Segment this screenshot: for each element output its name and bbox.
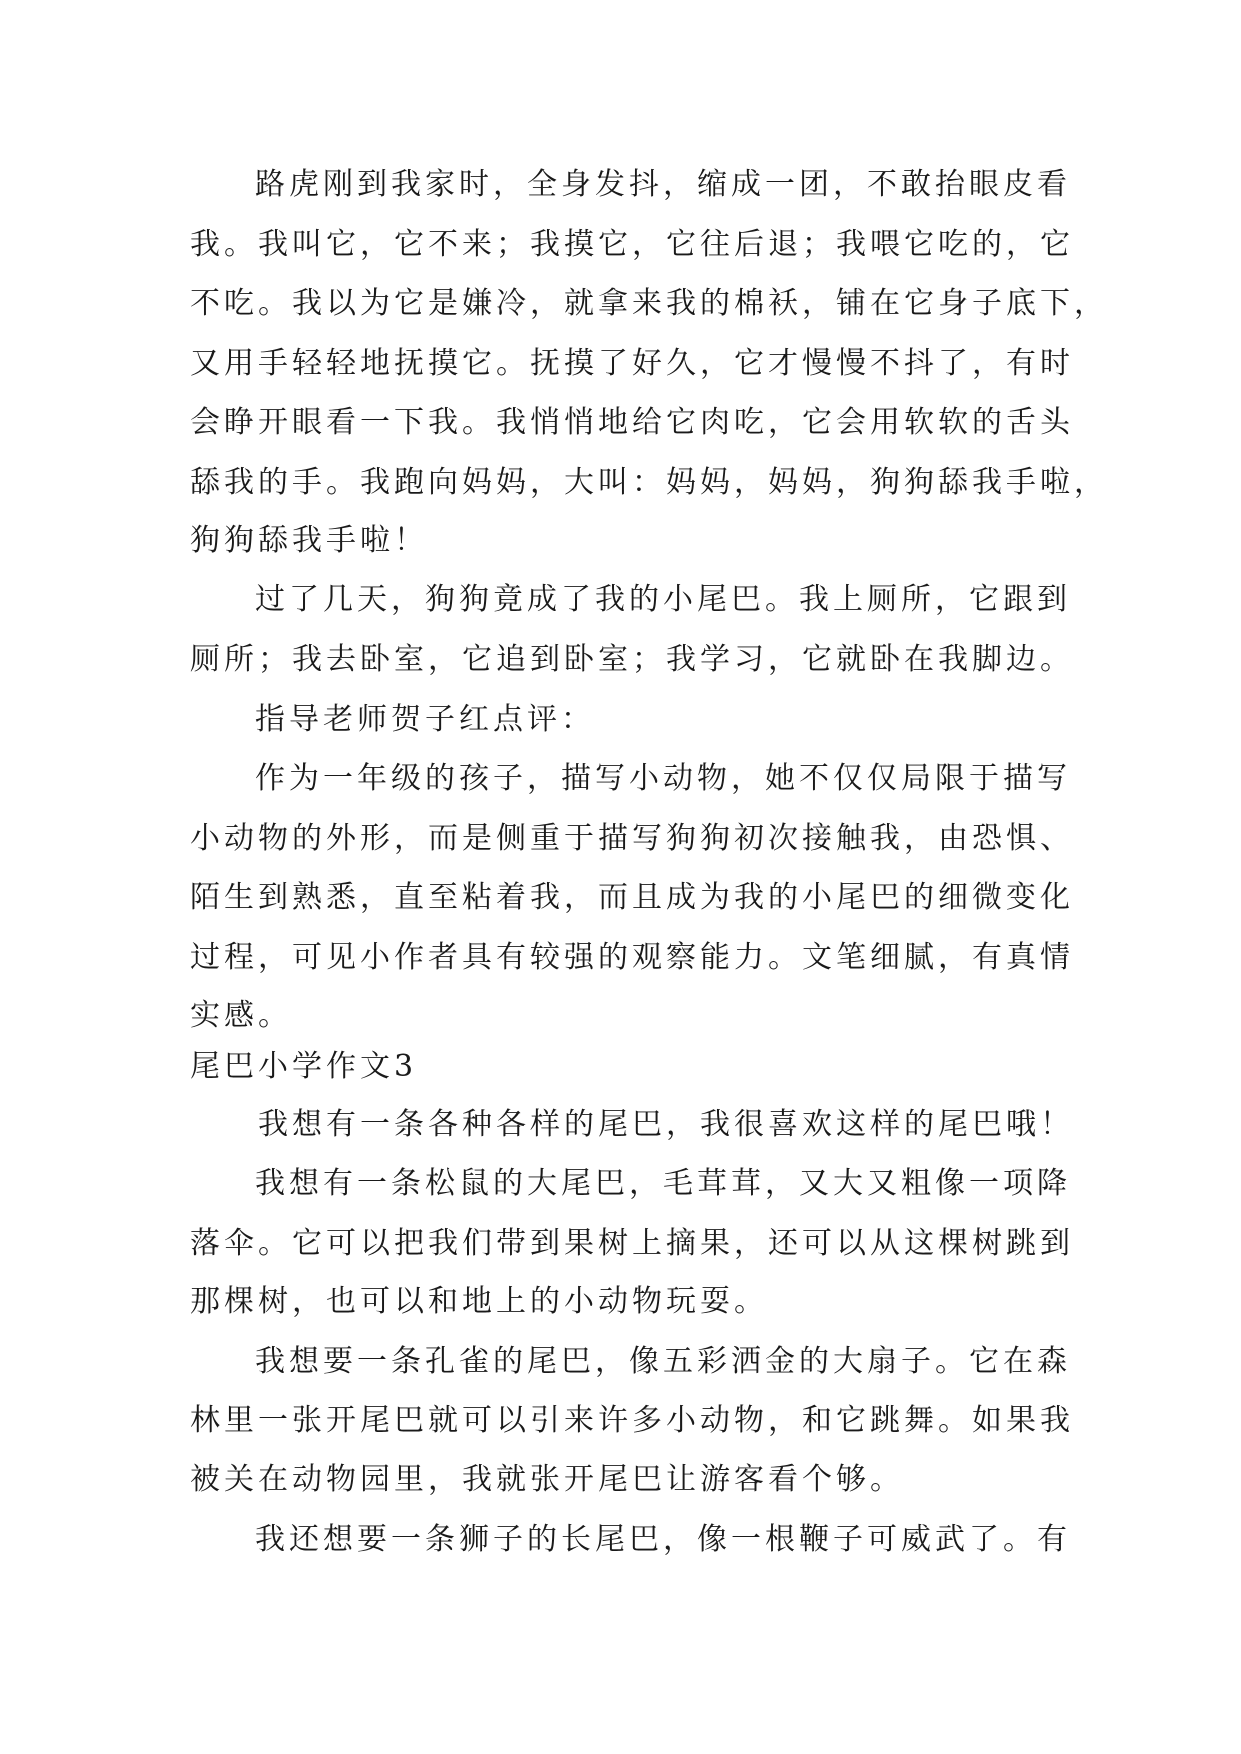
text-line: 不吃。我以为它是嫌冷，就拿来我的棉袄，铺在它身子底下， <box>190 286 1108 321</box>
text-line: 路虎刚到我家时，全身发抖，缩成一团，不敢抬眼皮看 <box>255 167 1071 202</box>
text-line: 小动物的外形，而是侧重于描写狗狗初次接触我，由恐惧、 <box>190 821 1074 856</box>
text-line: 陌生到熟悉，直至粘着我，而且成为我的小尾巴的细微变化 <box>190 880 1074 915</box>
text-line: 我还想要一条狮子的长尾巴，像一根鞭子可威武了。有 <box>255 1522 1071 1557</box>
text-line: 落伞。它可以把我们带到果树上摘果，还可以从这棵树跳到 <box>190 1226 1074 1261</box>
text-line: 那棵树，也可以和地上的小动物玩耍。 <box>190 1284 768 1319</box>
text-line: 我想有一条松鼠的大尾巴，毛茸茸，又大又粗像一项降 <box>255 1166 1071 1201</box>
text-line: 作为一年级的孩子，描写小动物，她不仅仅局限于描写 <box>255 761 1071 796</box>
text-line: 厕所；我去卧室，它追到卧室；我学习，它就卧在我脚边。 <box>190 642 1074 677</box>
text-line: 指导老师贺子红点评： <box>255 702 595 737</box>
text-line: 实感。 <box>190 998 292 1033</box>
text-line: 会睁开眼看一下我。我悄悄地给它肉吃，它会用软软的舌头 <box>190 405 1074 440</box>
section-heading: 尾巴小学作文3 <box>190 1049 418 1084</box>
text-line: 被关在动物园里，我就张开尾巴让游客看个够。 <box>190 1462 904 1497</box>
text-line: 我想有一条各种各样的尾巴，我很喜欢这样的尾巴哦！ <box>258 1107 1074 1142</box>
text-line: 过了几天，狗狗竟成了我的小尾巴。我上厕所，它跟到 <box>255 582 1071 617</box>
text-line: 过程，可见小作者具有较强的观察能力。文笔细腻，有真情 <box>190 940 1074 975</box>
text-line: 林里一张开尾巴就可以引来许多小动物，和它跳舞。如果我 <box>190 1403 1074 1438</box>
text-line: 舔我的手。我跑向妈妈，大叫：妈妈，妈妈，狗狗舔我手啦， <box>190 465 1108 500</box>
text-line: 又用手轻轻地抚摸它。抚摸了好久，它才慢慢不抖了，有时 <box>190 346 1074 381</box>
text-line: 我。我叫它，它不来；我摸它，它往后退；我喂它吃的，它 <box>190 227 1074 262</box>
text-line: 狗狗舔我手啦！ <box>190 523 428 558</box>
text-line: 我想要一条孔雀的尾巴，像五彩洒金的大扇子。它在森 <box>255 1344 1071 1379</box>
